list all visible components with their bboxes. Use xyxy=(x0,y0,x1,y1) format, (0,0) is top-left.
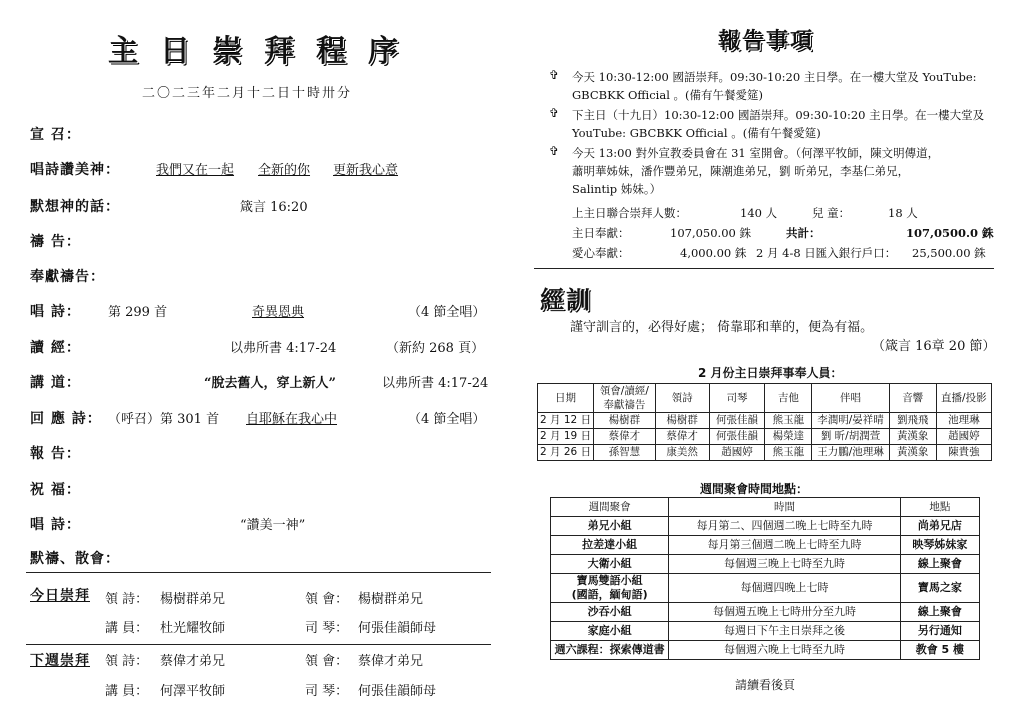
table-cell: 寶馬雙語小組 (國語，緬甸語) xyxy=(551,574,669,603)
table-cell: 2 月 26 日 xyxy=(538,445,594,461)
footer-note: 請續看後頁 xyxy=(735,678,796,692)
offering-label: 主日奉獻： xyxy=(572,226,630,240)
staff-name: 何張佳韻師母 xyxy=(358,621,437,636)
announcements-title: 報告事項 xyxy=(718,29,815,54)
table-cell: 趙國婷 xyxy=(709,445,765,461)
staff-name: 何澤平牧師 xyxy=(160,684,226,699)
program-label: 禱 告： xyxy=(30,234,81,250)
program-label: 默禱、散會： xyxy=(30,551,120,567)
page-title: 主日崇拜程序 xyxy=(108,34,420,69)
program-label: 宣 召： xyxy=(30,127,81,143)
staff-name: 楊樹群弟兄 xyxy=(358,592,424,607)
table-cell: 何張佳韻 xyxy=(709,413,765,429)
staff-name: 杜光耀牧師 xyxy=(160,621,226,636)
table-cell: 大衛小組 xyxy=(551,555,669,574)
table-row xyxy=(551,641,980,660)
table-cell: 每個週四晚上七時 xyxy=(669,574,900,603)
table-cell: 弟兄小組 xyxy=(551,517,669,536)
table-cell: 2 月 19 日 xyxy=(538,429,594,445)
table-cell: 每個週五晚上七時卅分至九時 xyxy=(669,603,900,622)
column-header: 吉他 xyxy=(765,384,812,413)
staff-role: 講 員： xyxy=(105,684,149,699)
column-header: 音響 xyxy=(889,384,936,413)
children-label: 兒 童： xyxy=(812,206,851,220)
announcement-line: 蕭明華姊妹，潘作豐弟兄，陳潮進弟兄，劉 昕弟兄，李基仁弟兄， xyxy=(572,164,910,178)
table-cell: 黃漢象 xyxy=(889,429,936,445)
program-label: 祝 福： xyxy=(30,482,81,498)
scripture-ref: 以弗所書 4:17-24 xyxy=(382,376,489,391)
children-count: 18 人 xyxy=(888,206,918,220)
program-label: 講 道： xyxy=(30,375,81,391)
column-header: 伴唱 xyxy=(812,384,889,413)
transfer-amount: 25,500.00 銖 xyxy=(912,246,986,260)
table-cell: 黃漢象 xyxy=(889,445,936,461)
staff-name: 何張佳韻師母 xyxy=(358,684,437,699)
song-title: 更新我心意 xyxy=(333,163,399,178)
table-cell: 蔡偉才 xyxy=(594,429,656,445)
hymn-number: 第 299 首 xyxy=(108,305,168,320)
staff-role: 領 詩： xyxy=(105,654,149,669)
motto-title: 經訓 xyxy=(540,286,592,314)
transfer-label: 2 月 4-8 日匯入銀行戶口： xyxy=(756,246,897,260)
program-text: 箴言 16:20 xyxy=(240,200,308,215)
announcement-line: YouTube: GBCBKK Official 。(備有午餐愛筵) xyxy=(572,126,821,140)
table-row xyxy=(551,622,980,641)
table-cell: 拉差達小組 xyxy=(551,536,669,555)
announcement-line: GBCBKK Official 。(備有午餐愛筵) xyxy=(572,88,763,102)
love-offering-label: 愛心奉獻： xyxy=(572,246,630,260)
column-header: 領會/讀經/奉獻禱告 xyxy=(594,384,656,413)
program-text: “脫去舊人，穿上新人” xyxy=(204,376,336,391)
staff-role: 領 會： xyxy=(305,592,349,607)
table-row xyxy=(551,603,980,622)
program-label: 唱詩讚美神： xyxy=(30,162,120,178)
table-cell: 線上聚會 xyxy=(900,603,979,622)
table-row xyxy=(538,445,992,461)
service-date: 二〇二三年二月十二日十時卅分 xyxy=(142,86,353,101)
program-label: 報 告： xyxy=(30,446,81,462)
table-cell: 陳貴強 xyxy=(936,445,991,461)
love-offering-amount: 4,000.00 銖 xyxy=(680,246,747,260)
program-text: “讚美一神” xyxy=(240,518,306,533)
staff-table xyxy=(537,383,992,461)
table-cell: 康美然 xyxy=(655,445,709,461)
table-cell: 尚弟兄店 xyxy=(900,517,979,536)
table-cell: 楊榮達 xyxy=(765,429,812,445)
table-header-row xyxy=(538,384,992,413)
staff-role: 司 琴： xyxy=(305,621,349,636)
staff-role: 司 琴： xyxy=(305,684,349,699)
next-service-label: 下週崇拜 xyxy=(30,653,90,669)
table-cell: 楊樹群 xyxy=(655,413,709,429)
table-cell: 家庭小組 xyxy=(551,622,669,641)
staff-role: 講 員： xyxy=(105,621,149,636)
table-cell: 孫智慧 xyxy=(594,445,656,461)
announcement-line: Salintip 姊妹。） xyxy=(572,182,662,196)
table-cell: 熊玉龍 xyxy=(765,445,812,461)
table-cell: 每月第二、四個週二晚上七時至九時 xyxy=(669,517,900,536)
staff-role: 領 會： xyxy=(305,654,349,669)
divider xyxy=(534,268,994,269)
divider xyxy=(26,572,491,573)
program-note: （新約 268 頁） xyxy=(386,341,485,356)
column-header: 週間聚會 xyxy=(551,498,669,517)
table-cell: 何張佳韻 xyxy=(709,429,765,445)
total-amount: 107,0500.0 銖 xyxy=(906,226,994,240)
column-header: 領詩 xyxy=(655,384,709,413)
table-cell: 蔡偉才 xyxy=(655,429,709,445)
table-cell: 楊樹群 xyxy=(594,413,656,429)
table-cell: 熊玉龍 xyxy=(765,413,812,429)
program-label: 默想神的話： xyxy=(30,199,120,215)
group-table-caption: 週間聚會時間地點： xyxy=(700,482,809,496)
table-cell: 每個週六晚上七時至九時 xyxy=(669,641,900,660)
staff-role: 領 詩： xyxy=(105,592,149,607)
column-header: 日期 xyxy=(538,384,594,413)
table-cell: 王力鵬/池理琳 xyxy=(812,445,889,461)
program-label: 回 應 詩： xyxy=(30,411,102,427)
table-cell: 2 月 12 日 xyxy=(538,413,594,429)
total-label: 共計： xyxy=(786,226,821,240)
cross-icon: ✞ xyxy=(549,144,560,158)
table-row xyxy=(551,536,980,555)
table-cell: 劉飛飛 xyxy=(889,413,936,429)
adult-count: 140 人 xyxy=(740,206,778,220)
table-cell: 寶馬之家 xyxy=(900,574,979,603)
table-row xyxy=(551,555,980,574)
song-title: 奇異恩典 xyxy=(252,305,305,320)
announcement-line: 今天 10:30-12:00 國語崇拜。09:30-10:20 主日學。在一樓大堂及 YouTube: xyxy=(572,70,977,84)
group-table xyxy=(550,497,980,660)
table-cell: 每月第三個週二晚上七時至九時 xyxy=(669,536,900,555)
program-label: 唱 詩： xyxy=(30,304,81,320)
table-cell: 李潤明/晏祥晴 xyxy=(812,413,889,429)
table-cell: 池理琳 xyxy=(936,413,991,429)
table-cell: 每週日下午主日崇拜之後 xyxy=(669,622,900,641)
cross-icon: ✞ xyxy=(549,68,560,82)
program-note: （4 節全唱） xyxy=(408,305,486,320)
program-text: 以弗所書 4:17-24 xyxy=(230,341,337,356)
table-cell: 劉 昕/胡潤萱 xyxy=(812,429,889,445)
table-cell: 沙吞小組 xyxy=(551,603,669,622)
table-cell: 趙國婷 xyxy=(936,429,991,445)
table-row xyxy=(538,429,992,445)
table-cell: 映琴姊妹家 xyxy=(900,536,979,555)
song-title: 我們又在一起 xyxy=(156,163,235,178)
program-label: 讀 經： xyxy=(30,340,81,356)
motto-reference: （箴言 16章 20 節） xyxy=(872,339,996,354)
program-label: 奉獻禱告： xyxy=(30,269,105,285)
staff-name: 蔡偉才弟兄 xyxy=(358,654,424,669)
divider xyxy=(26,644,491,645)
staff-name: 楊樹群弟兄 xyxy=(160,592,226,607)
today-service-label: 今日崇拜 xyxy=(30,588,90,604)
staff-name: 蔡偉才弟兄 xyxy=(160,654,226,669)
table-cell: 教會 5 樓 xyxy=(900,641,979,660)
table-cell: 另行通知 xyxy=(900,622,979,641)
table-row xyxy=(551,574,980,603)
song-title: 自耶穌在我心中 xyxy=(246,412,338,427)
table-cell: 每個週三晚上七時至九時 xyxy=(669,555,900,574)
announcement-line: 今天 13:00 對外宣教委員會在 31 室開會。（何澤平牧師，陳文明傳道， xyxy=(572,146,940,160)
column-header: 地點 xyxy=(900,498,979,517)
table-row xyxy=(551,517,980,536)
table-cell: 週六課程：探索傳道書 xyxy=(551,641,669,660)
column-header: 時間 xyxy=(669,498,900,517)
song-title: 全新的你 xyxy=(258,163,311,178)
program-label: 唱 詩： xyxy=(30,517,81,533)
hymn-number: （呼召）第 301 首 xyxy=(108,412,220,427)
attendance-label: 上主日聯合崇拜人數： xyxy=(572,206,687,220)
program-note: （4 節全唱） xyxy=(408,412,486,427)
table-cell: 線上聚會 xyxy=(900,555,979,574)
offering-amount: 107,050.00 銖 xyxy=(670,226,751,240)
column-header: 直播/投影 xyxy=(936,384,991,413)
staff-table-caption: 2 月份主日崇拜事奉人員： xyxy=(698,366,843,380)
table-row xyxy=(538,413,992,429)
table-header-row xyxy=(551,498,980,517)
column-header: 司琴 xyxy=(709,384,765,413)
announcement-line: 下主日（十九日）10:30-12:00 國語崇拜。09:30-10:20 主日學。在一樓大堂及 xyxy=(572,108,985,122)
cross-icon: ✞ xyxy=(549,106,560,120)
motto-text: 謹守訓言的，必得好處； 倚靠耶和華的，便為有福。 xyxy=(570,320,874,335)
